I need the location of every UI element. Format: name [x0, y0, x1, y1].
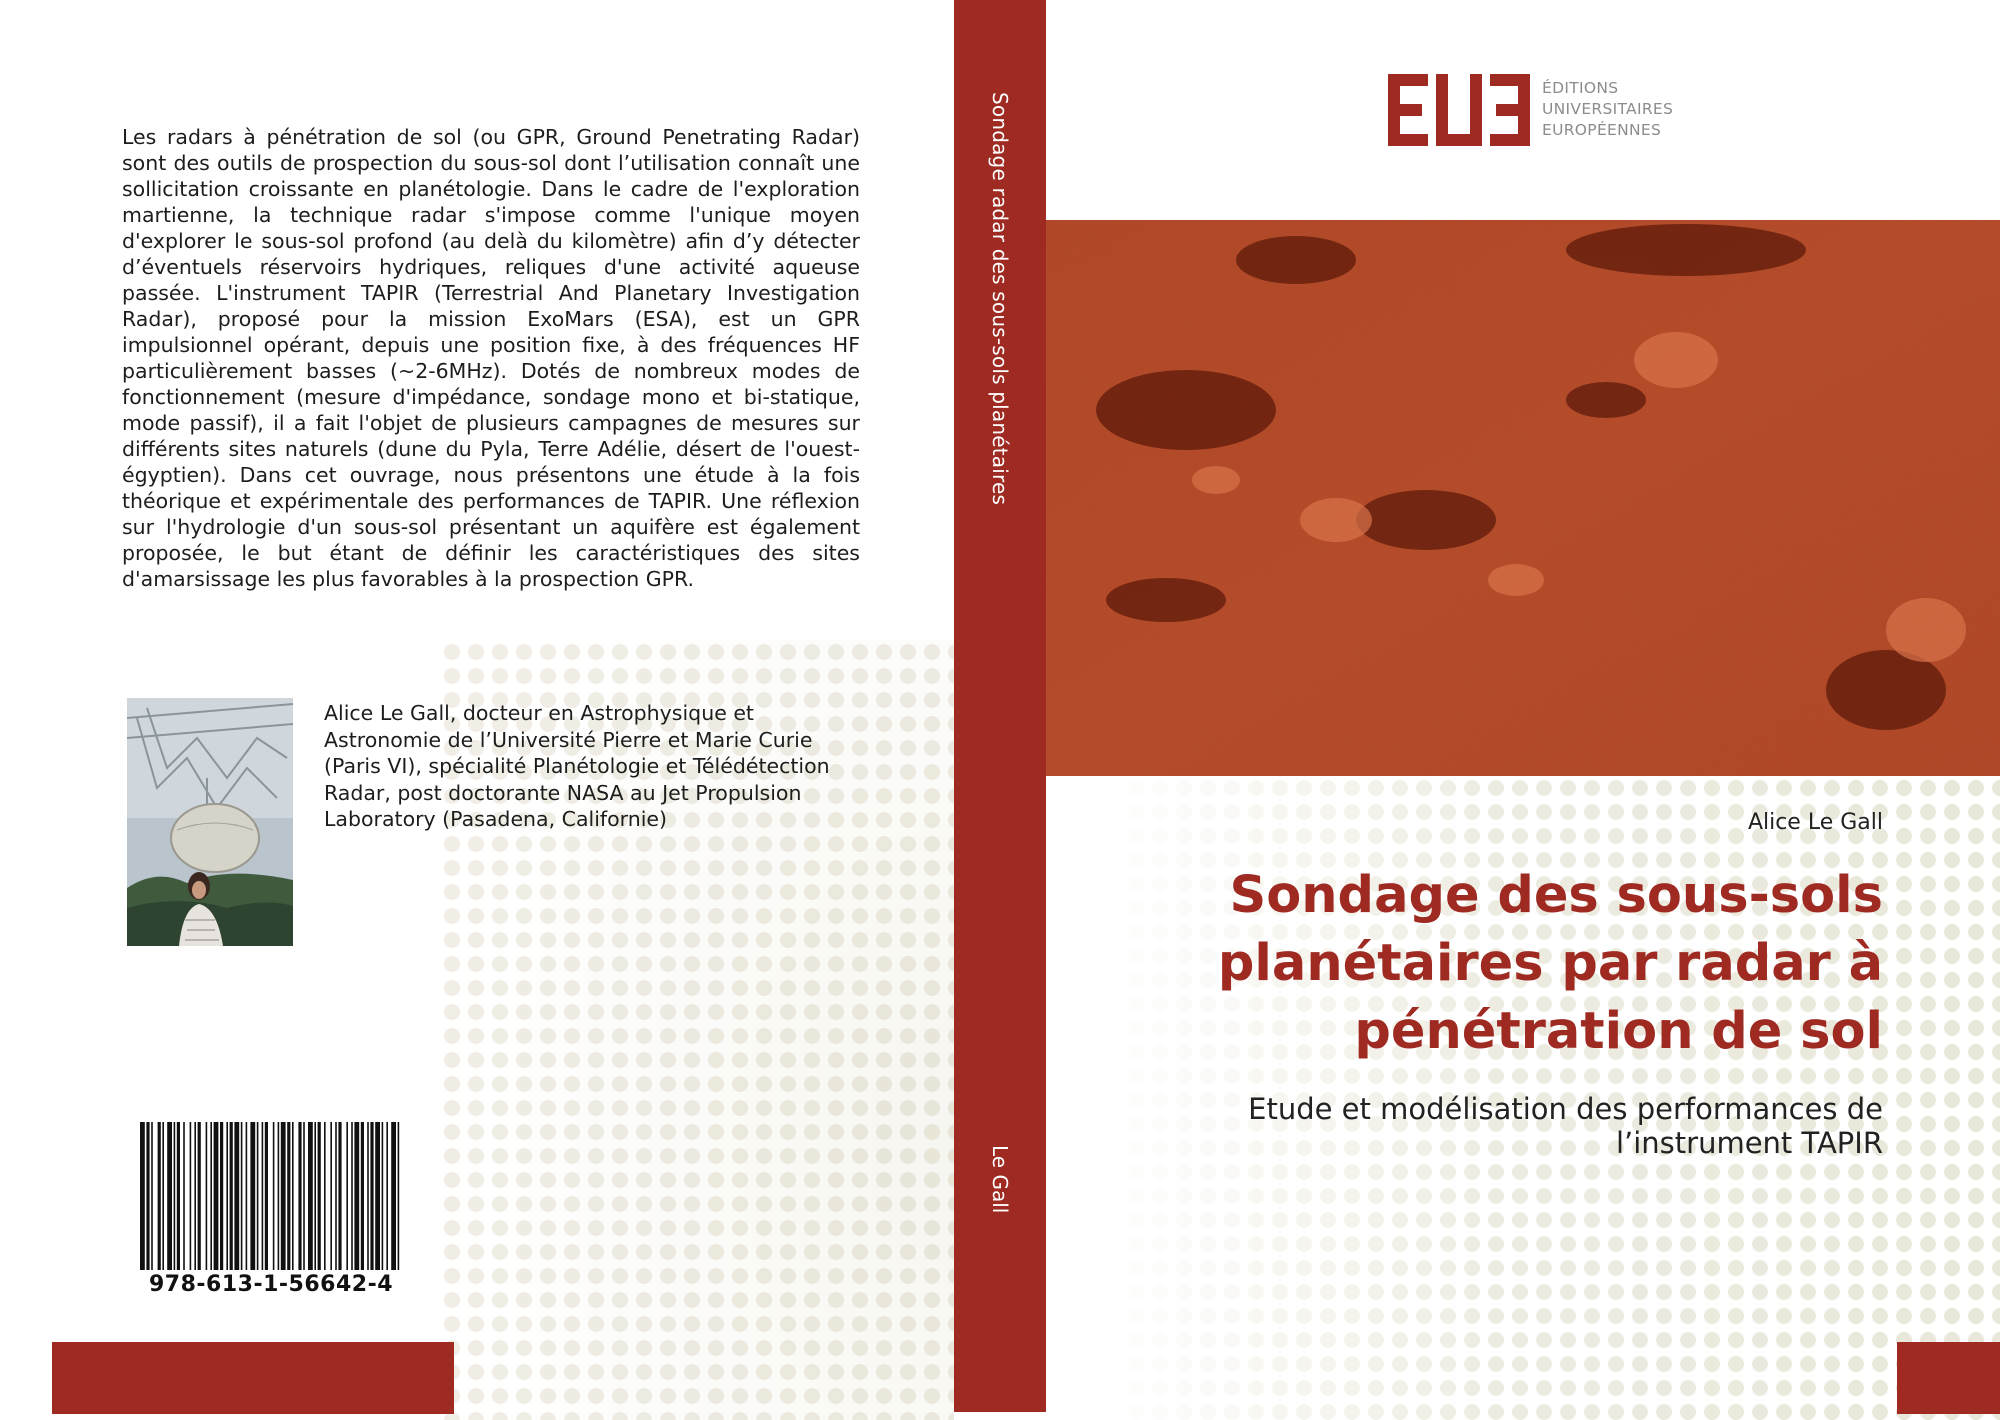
barcode-bar	[351, 1122, 353, 1270]
barcode-bar	[146, 1122, 149, 1270]
barcode-bar	[346, 1122, 348, 1270]
barcode-bar	[198, 1122, 201, 1270]
isbn: 978-613-1-56642-4	[148, 1272, 394, 1297]
spine-author: Le Gall	[988, 1145, 1012, 1214]
barcode-bar	[262, 1122, 264, 1270]
barcode-bar	[303, 1122, 305, 1270]
barcode-bar	[234, 1122, 239, 1270]
barcode-bar	[367, 1122, 369, 1270]
author-photo	[127, 698, 293, 946]
barcode-bar	[330, 1122, 332, 1270]
front-red-bar	[1897, 1342, 2000, 1414]
barcode-bar	[230, 1122, 233, 1270]
barcode-bar	[287, 1122, 290, 1270]
barcode-bar	[220, 1122, 223, 1270]
barcode-bar	[265, 1122, 268, 1270]
front-author: Alice Le Gall	[1747, 810, 1883, 835]
barcode-bar	[151, 1122, 153, 1270]
barcode-bar	[206, 1122, 208, 1270]
publisher-line-2: UNIVERSITAIRES	[1542, 100, 1674, 118]
barcode-bar	[273, 1122, 275, 1270]
book-title: Sondage des sous-sols planétaires par radar à pénétration de sol	[1217, 866, 1883, 1061]
barcode-bar	[391, 1122, 396, 1270]
barcode-bar	[194, 1122, 196, 1270]
publisher-line-3: EUROPÉENNES	[1542, 121, 1662, 139]
barcode-bar	[335, 1122, 337, 1270]
barcode-bar	[210, 1122, 212, 1270]
spine-title: Sondage radar des sous-sols planétaires	[988, 92, 1012, 506]
barcode-bar	[398, 1122, 400, 1270]
barcode-bar	[318, 1122, 321, 1270]
barcode-bar	[183, 1122, 185, 1270]
barcode-bar	[338, 1122, 341, 1270]
barcode-bar	[167, 1122, 172, 1270]
barcode-bar	[140, 1122, 145, 1270]
publisher-logo	[1388, 74, 1530, 146]
barcode-bar	[308, 1122, 313, 1270]
barcode-bar	[162, 1122, 164, 1270]
barcode-bar	[246, 1122, 248, 1270]
barcode-bar	[361, 1122, 364, 1270]
publisher-line-1: ÉDITIONS	[1542, 79, 1619, 97]
barcode-bar	[354, 1122, 359, 1270]
publisher-name	[1542, 78, 1673, 141]
barcode-bar	[281, 1122, 286, 1270]
barcode-bar	[375, 1122, 380, 1270]
barcode-bar	[226, 1122, 228, 1270]
barcode-bar	[241, 1122, 243, 1270]
barcode-bar	[158, 1122, 161, 1270]
barcode-bar	[257, 1122, 259, 1270]
barcode-bar	[190, 1122, 192, 1270]
barcode-bar	[298, 1122, 301, 1270]
back-cover-blurb: Les radars à pénétration de sol (ou GPR, Ground Penetrating Radar) sont des outils de prospection du sous-sol dont l’utilisation connaît une sollicitation croissante en planétologie. Dans le cadre de l'exploration martienne, la technique radar s'impose comme l'unique moyen d'explorer le sous-sol profond (au delà du kilomètre) afin d’y détecter d’éventuels réservoirs hydriques, reliques d'une activité aqueuse passée. L'instrument TAPIR (Terrestrial And Planetary Investigation Radar), proposé pour la mission ExoMars (ESA), est un GPR impulsionnel opérant, depuis une position fixe, à des fréquences HF particulièrement basses (~2-6MHz). Dotés de nombreux modes de fonctionnement (mesure d'impédance, sondage mono et bi-statique, mode passif), il a fait l'objet de plusieurs campagnes de mesures sur différents sites naturels (dune du Pyla, Terre Adélie, désert de l'ouest-égyptien). Dans cet ouvrage, nous présentons une étude à la fois théorique et expérimentale des performances de TAPIR. Une réflexion sur l'hydrologie d'un sous-sol présentant un aquifère est également proposée, le but étant de définir les caractéristiques des sites d'amarsissage les plus favorables à la prospection GPR.	[122, 125, 860, 591]
barcode-bar	[324, 1122, 326, 1270]
back-red-bar	[52, 1342, 454, 1414]
cover-photo-soil	[1046, 220, 2000, 776]
barcode-bar	[314, 1122, 316, 1270]
barcode-bar	[214, 1122, 219, 1270]
barcode-bar	[278, 1122, 280, 1270]
barcode-bar	[174, 1122, 176, 1270]
book-subtitle: Etude et modélisation des performances de l’instrument TAPIR	[1248, 1092, 1883, 1160]
barcode-bar	[382, 1122, 384, 1270]
barcode-bar	[386, 1122, 388, 1270]
barcode-bar	[250, 1122, 255, 1270]
barcode-bar	[370, 1122, 373, 1270]
author-bio: Alice Le Gall, docteur en Astrophysique et Astronomie de l’Université Pierre et Marie Curie (Paris VI), spécialité Planétologie et Télédétection Radar, post doctorante NASA au Jet Propulsion Laboratory (Pasadena, Californie)	[324, 701, 830, 831]
barcode-bar	[292, 1122, 294, 1270]
barcode-bar	[177, 1122, 180, 1270]
